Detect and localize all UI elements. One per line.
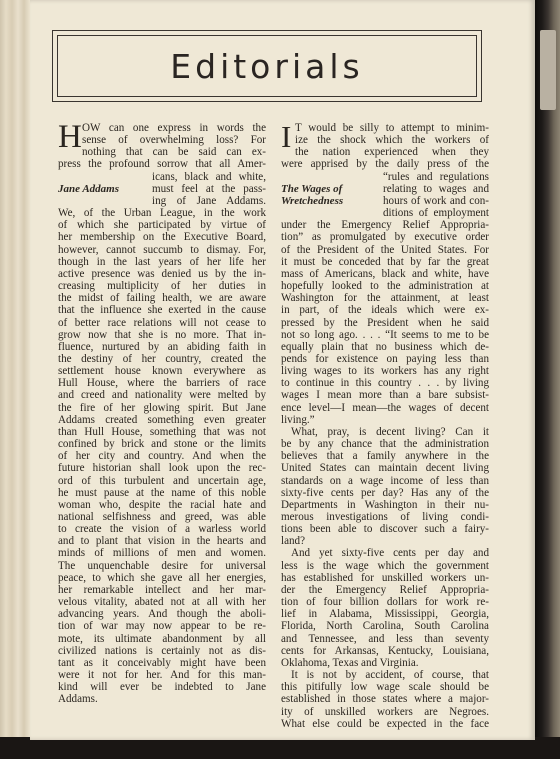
text-line: tions been able to discover such a fairy-: [281, 523, 489, 536]
text-line: the nation experienced when they: [295, 146, 489, 159]
text-line: ing of Jane Addams.: [152, 194, 266, 207]
text-line: land?: [281, 535, 306, 548]
text-line: Washington for the attainment, at least: [281, 292, 489, 305]
text-line: to continue in this country . . . by living: [281, 377, 489, 390]
text-line: of the President of the United States. For: [281, 243, 489, 256]
text-line: The unquenchable desire for universal: [58, 559, 266, 572]
text-line: Oklahoma, Texas and Virginia.: [281, 656, 419, 669]
text-line: civilized nations is certainly not as dis-: [58, 644, 266, 657]
text-line: believes that a family anywhere in the: [281, 450, 489, 463]
text-line: cents for Arkansas, Kentucky, Louisiana,: [281, 644, 489, 657]
text-line: standards on a wage income of less than: [281, 474, 489, 487]
text-line: minds of millions of men and women.: [58, 547, 266, 560]
text-line: to create the vision of a warless world: [58, 523, 266, 536]
text-line: tant as it conceivably might have been: [58, 656, 266, 669]
text-line: of her city and country. And when the: [58, 450, 266, 463]
text-line: What, pray, is decent living? Can it: [291, 425, 489, 438]
text-line: press the profound sorrow that all Amer-: [58, 158, 266, 171]
text-line: ize the shock which the workers of: [295, 134, 489, 147]
text-line: settlement house known everywhere as: [58, 365, 266, 378]
text-line: it must be conceded that by far the great: [281, 255, 489, 268]
text-line: however, cannot succumb to dismay. For,: [58, 243, 266, 256]
drop-cap: I: [281, 119, 292, 154]
text-line: be by any chance that the administration: [281, 438, 489, 451]
text-line: T would be silly to attempt to minim-: [295, 122, 489, 134]
drop-cap: H: [58, 119, 82, 155]
text-line: advancing years. And though the aboli-: [58, 608, 266, 621]
text-line: sixty-five cents per day? Has any of the: [281, 486, 489, 499]
text-line: ence level—I mean—the wages of decent: [281, 401, 489, 414]
text-line: in part, of the ideals which were ex-: [281, 304, 489, 317]
text-line: the destiny of her country, created the: [58, 352, 266, 365]
text-line: It is not by accident, of course, that: [291, 669, 489, 682]
text-line: not so long ago. . . . “It seems to me to be: [281, 328, 489, 341]
text-line: Departments in Washington in their nu-: [281, 498, 489, 511]
text-line: relating to wages and: [383, 182, 489, 195]
text-line: and creed and nationality were melted by: [58, 389, 266, 402]
text-line: the fire of her glowing spirit. But Jane: [58, 401, 266, 414]
section-header-box: [52, 30, 482, 102]
text-line: and Tennessee, and less than seventy: [281, 632, 489, 645]
text-line: hopefully looked to the administration at: [281, 280, 489, 293]
text-line: Addams.: [58, 693, 98, 706]
text-line: her membership on the Executive Board,: [58, 231, 266, 244]
text-line: her remarkable intellect and her mar-: [58, 583, 266, 596]
text-line: And yet sixty-five cents per day and: [291, 547, 489, 560]
text-line: less is the wage which the government: [281, 559, 489, 572]
text-line: tion of war may now appear to be re-: [58, 620, 266, 633]
text-line: hours of work and con-: [383, 194, 489, 207]
text-line: lief in Alabama, Mississippi, Georgia,: [281, 608, 489, 621]
text-line: tion of four billion dollars for work re-: [281, 596, 489, 609]
text-line: Addams created something even greater: [58, 413, 266, 426]
text-line: merous investigations of living condi-: [281, 511, 489, 523]
text-line: OW can one express in words the: [82, 122, 266, 134]
text-line: the midst of failing health, we are aware: [58, 292, 266, 305]
text-line: kind will ever be indebted to Jane: [58, 681, 266, 694]
text-line: United States can maintain decent living: [281, 462, 489, 475]
text-line: icans, black and white,: [152, 170, 266, 183]
text-line: der the Emergency Relief Appropria-: [281, 583, 489, 596]
text-line: this pitifully low wage scale should be: [281, 681, 489, 694]
text-line: has established for unskilled workers un-: [281, 571, 489, 584]
book-spine-shadow: [534, 0, 560, 759]
text-line: We, of the Urban League, in the work: [58, 207, 266, 220]
text-line: of which she participated by virtue of: [58, 219, 266, 232]
color-calibration-swatch: [540, 30, 556, 110]
text-line: ord of this turbulent and uncertain age,: [58, 474, 266, 487]
book-page-stack-edge: [0, 0, 30, 759]
text-line: mote, its ultimate abandonment by all: [58, 632, 266, 645]
section-title: Editorials: [170, 47, 364, 86]
text-line: pressed by the President when he said: [281, 316, 489, 329]
text-line: peace, to which she gave all her energies,: [58, 571, 266, 584]
side-heading: Wretchedness: [281, 194, 344, 207]
text-line: of better race relations will not cease to: [58, 316, 266, 329]
text-line: were apprised by the daily press of the: [281, 158, 489, 171]
scan-bottom-border: [0, 737, 560, 759]
text-line: living wages to its workers has any right: [281, 365, 489, 378]
text-line: were it not for her. And for this man-: [58, 669, 266, 682]
text-line: ditions of employment: [383, 207, 489, 220]
text-line: What else could be expected in the face: [281, 717, 489, 730]
text-line: woman who, despite the racial hate and: [58, 498, 266, 511]
text-line: future historian shall look upon the rec-: [58, 462, 266, 475]
text-line: than Hull House, something that was not: [58, 425, 266, 438]
text-line: equally plain that no business which de-: [281, 340, 489, 353]
editorial-wages-of-wretchedness: [281, 119, 489, 730]
text-line: “rules and regulations: [383, 170, 489, 183]
text-line: pends for existence on paying less than: [281, 352, 489, 365]
text-line: velous vitality, abated not at all with her: [58, 596, 266, 609]
text-line: fluence, nurtured by an abiding faith in: [58, 340, 266, 353]
text-line: sense of overwhelming loss? For: [82, 134, 266, 147]
text-line: mass of Americans, black and white, have: [281, 267, 489, 280]
text-line: Florida, North Carolina, South Carolina: [281, 620, 489, 633]
text-line: creasing multiplicity of her duties in: [58, 280, 266, 293]
text-line: living.”: [281, 413, 315, 426]
text-line: he must pause at the name of this noble: [58, 486, 266, 499]
text-line: under the Emergency Relief Appropria-: [281, 219, 489, 232]
text-line: Hull House, where the barriers of race: [58, 377, 266, 390]
text-line: grow now that she is no more. That in-: [58, 328, 266, 341]
side-heading: The Wages of: [281, 182, 343, 195]
text-line: and to plant that vision in the hearts and: [58, 535, 266, 548]
text-line: established in those states where a major-: [281, 693, 489, 706]
text-line: wages I mean more than a bare subsist-: [281, 389, 489, 402]
text-line: though in the last years of her life her: [58, 255, 266, 268]
text-line: active presence was denied us by the in-: [58, 267, 266, 280]
text-line: national selfishness and greed, was able: [58, 511, 266, 523]
text-line: that the influence she exerted in the cause: [58, 304, 266, 317]
text-line: tion” as promulgated by executive order: [281, 231, 489, 244]
text-line: ity of unskilled workers are Negroes.: [281, 705, 489, 718]
text-line: must feel at the pass-: [152, 182, 266, 195]
editorial-jane-addams: [58, 119, 266, 706]
text-line: nothing that can be said can ex-: [82, 146, 266, 159]
side-heading: Jane Addams: [58, 182, 120, 195]
text-line: confined by brick and stone or the limits: [58, 438, 266, 451]
